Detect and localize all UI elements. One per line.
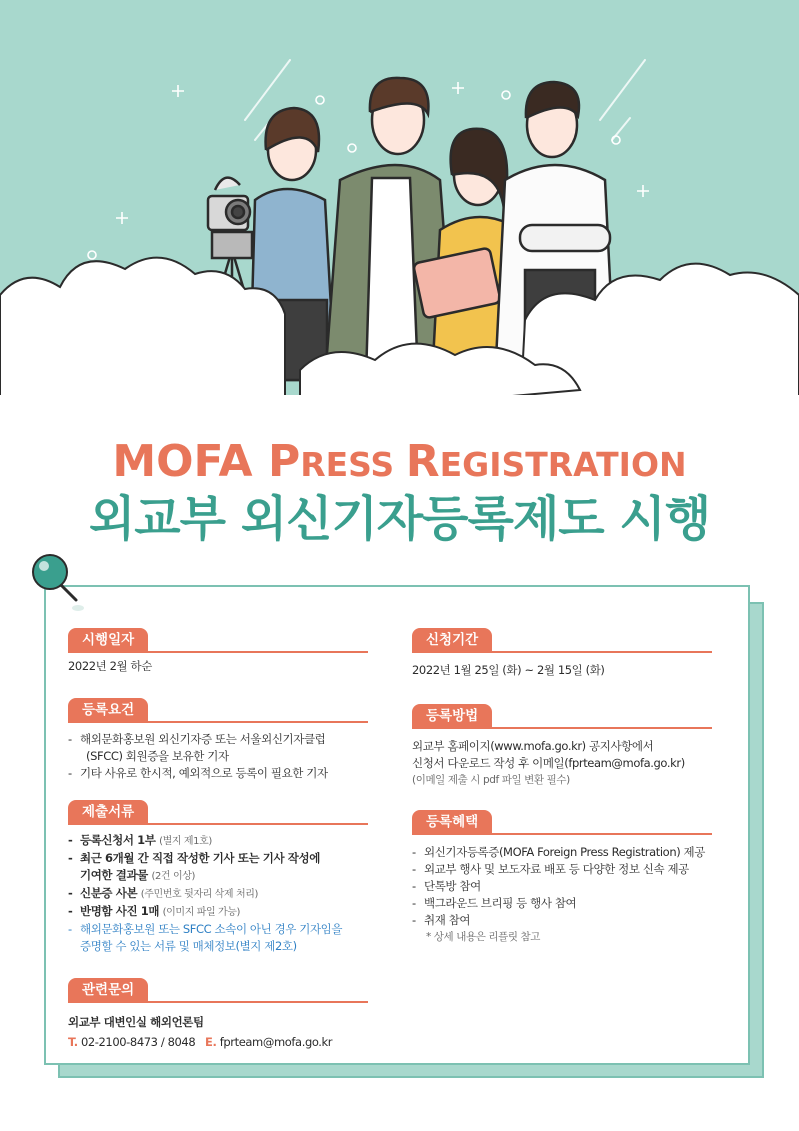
section-label: 제출서류: [68, 800, 148, 824]
section-documents: [68, 800, 368, 953]
title-en-part: P: [267, 436, 301, 487]
title-en-part: MOFA: [112, 436, 268, 487]
list-item: - 반명함 사진 1매 (이미지 파일 가능): [68, 903, 368, 921]
section-label: 등록요건: [68, 698, 148, 722]
section-label: 등록방법: [412, 704, 492, 728]
section-benefits: [412, 810, 712, 943]
title-en-part: R: [405, 436, 440, 487]
method-note: (이메일 제출 시 pdf 파일 변환 필수): [412, 774, 570, 786]
contact-line: T. 02-2100-8473 / 8048 E. fprteam@mofa.go.kr: [68, 1035, 333, 1049]
list-item: - 신분증 사본 (주민번호 뒷자리 삭제 처리): [68, 885, 368, 903]
section-label: 시행일자: [68, 628, 148, 652]
list-item: 증명할 수 있는 서류 및 매체정보(별지 제2호): [80, 939, 297, 953]
section-method: [412, 704, 712, 786]
list-item: - 단톡방 참여: [412, 878, 712, 895]
section-label: 관련문의: [68, 978, 148, 1002]
section-contact: [68, 978, 368, 1049]
list-item: - 해외문화홍보원 외신기자증 또는 서울외신기자클럽: [68, 731, 368, 748]
section-label: 등록혜택: [412, 810, 492, 834]
method-line: 신청서 다운로드 작성 후 이메일(fprteam@mofa.go.kr): [412, 756, 685, 770]
section-period: [412, 628, 712, 677]
list-item: - 외신기자등록증(MOFA Foreign Press Registration) 제공: [412, 844, 712, 861]
contact-email[interactable]: fprteam@mofa.go.kr: [219, 1035, 333, 1049]
section-date: [68, 628, 368, 673]
title-en-part: EGISTRATION: [439, 445, 687, 484]
list-item: - 등록신청서 1부 (별지 제1호): [68, 832, 368, 850]
hero-scene: [0, 0, 799, 415]
list-item: - 취재 참여: [412, 912, 712, 929]
benefits-note: * 상세 내용은 리플릿 참고: [426, 931, 541, 943]
date-text: 2022년 2월 하순: [68, 659, 152, 673]
list-item: - 백그라운드 브리핑 등 행사 참여: [412, 895, 712, 912]
method-line: 외교부 홈페이지(www.mofa.go.kr) 공지사항에서: [412, 739, 654, 753]
list-item: 기여한 결과물 (2건 이상): [80, 868, 195, 882]
section-label: 신청기간: [412, 628, 492, 652]
contact-org: 외교부 대변인실 해외언론팀: [68, 1015, 204, 1029]
period-text: 2022년 1월 25일 (화) ~ 2월 15일 (화): [412, 663, 605, 677]
contact-phone: 02-2100-8473 / 8048: [80, 1035, 196, 1049]
list-item: - 외교부 행사 및 보도자료 배포 등 다양한 정보 신속 제공: [412, 861, 712, 878]
list-item: - 기타 사유로 한시적, 예외적으로 등록이 필요한 기자: [68, 765, 368, 782]
pushpin-icon: [30, 550, 86, 612]
list-item: - 최근 6개월 간 직접 작성한 기사 또는 기사 작성에: [68, 850, 368, 867]
hero-illustration: [0, 0, 799, 415]
title-en-part: RESS: [300, 445, 406, 484]
section-requirements: [68, 698, 368, 780]
list-item: - 해외문화홍보원 또는 SFCC 소속이 아닌 경우 기자임을: [68, 921, 368, 938]
title-korean: 외교부 외신기자등록제도 시행: [88, 491, 711, 547]
list-item: (SFCC) 회원증을 보유한 기자: [86, 749, 229, 763]
